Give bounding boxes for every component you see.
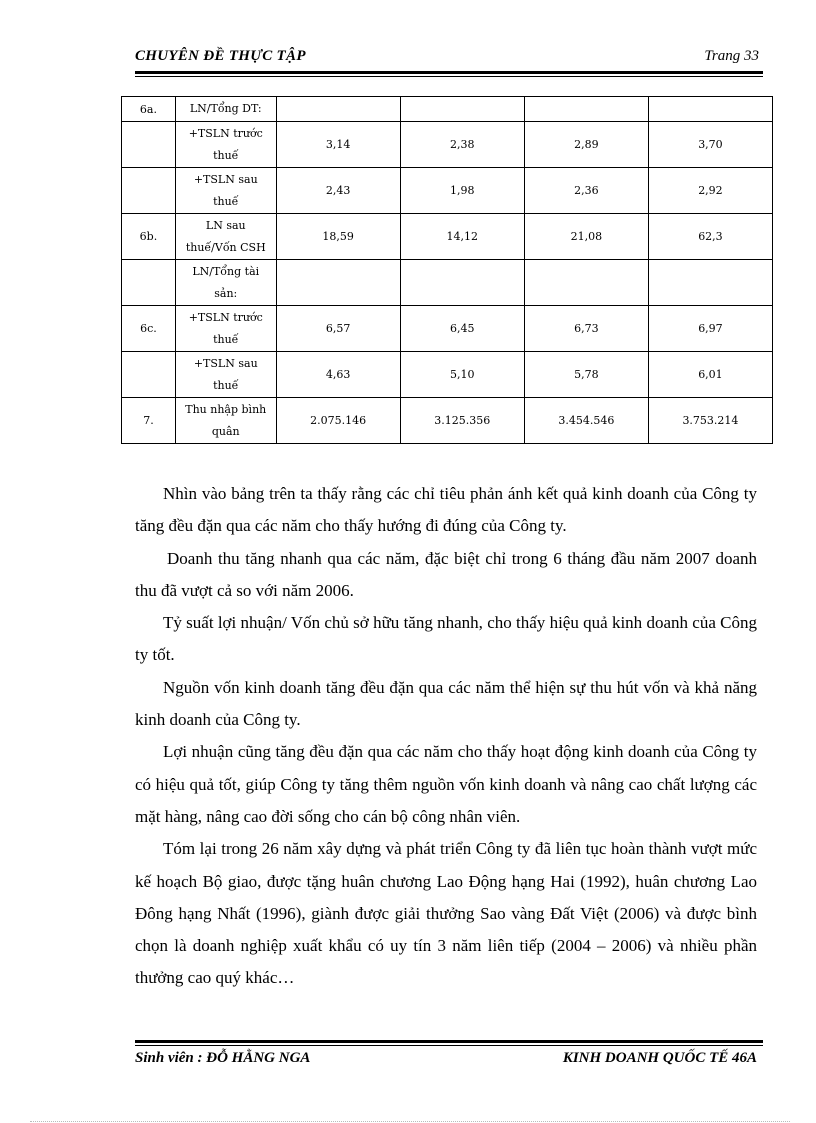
table-row (122, 306, 773, 352)
table-cell: 2,43 (276, 168, 400, 214)
table-cell: 21,08 (524, 214, 648, 260)
table-cell: 6,73 (524, 306, 648, 352)
footer-rule-thin (135, 1045, 763, 1046)
paragraph: Tóm lại trong 26 năm xây dựng và phát triển Công ty đã liên tục hoàn thành vượt mức kế hoạch Bộ giao, được tặng huân chương Lao Động hạng Hai (1992), huân chương Lao Đông hạng Nhất (1996), giành được giải thưởng Sao vàng Đất Việt (2006) và được bình chọn là doanh nghiệp xuất khẩu có uy tín 3 năm liên tiếp (2004 – 2006) và nhiều phần thưởng cao quý khác… (135, 839, 757, 988)
table-cell (276, 260, 400, 306)
table-cell: 6,57 (276, 306, 400, 352)
table-row (122, 168, 773, 214)
table-cell: 1,98 (400, 168, 524, 214)
table-cell (400, 260, 524, 306)
table-cell: 6,45 (400, 306, 524, 352)
table-cell: 2,36 (524, 168, 648, 214)
row-label: +TSLN trước thuế (175, 306, 276, 352)
table-row (122, 97, 773, 122)
footer-student: Sinh viên : ĐỖ HẰNG NGA (135, 1050, 311, 1066)
table-cell: 5,78 (524, 352, 648, 398)
page-number: Trang 33 (704, 48, 759, 64)
financial-indicators-table (121, 96, 773, 444)
table-cell: 2,92 (648, 168, 772, 214)
table-cell (648, 260, 772, 306)
footer-class: KINH DOANH QUỐC TẾ 46A (562, 1050, 757, 1066)
table-row (122, 214, 773, 260)
paragraph: Doanh thu tăng nhanh qua các năm, đặc biệt chỉ trong 6 tháng đầu năm 2007 doanh thu đã vượt cả so với năm 2006. (135, 548, 757, 600)
table-cell (400, 97, 524, 122)
row-label: +TSLN sau thuế (175, 168, 276, 214)
row-number (122, 168, 176, 214)
row-label: Thu nhập bình quân (175, 398, 276, 444)
table-cell: 3.454.546 (524, 398, 648, 444)
row-number: 6b. (122, 214, 176, 260)
paragraph: Nhìn vào bảng trên ta thấy rằng các chỉ tiêu phản ánh kết quả kinh doanh của Công ty tăng đều đặn qua các năm cho thấy hướng đi đúng của Công ty. (135, 484, 757, 536)
page-edge-divider (30, 1121, 790, 1122)
row-label: +TSLN sau thuế (175, 352, 276, 398)
table-cell: 2.075.146 (276, 398, 400, 444)
table-cell: 3.753.214 (648, 398, 772, 444)
table-row (122, 352, 773, 398)
table-cell (648, 97, 772, 122)
paragraph: Tỷ suất lợi nhuận/ Vốn chủ sở hữu tăng nhanh, cho thấy hiệu quả kinh doanh của Công ty tốt. (135, 613, 757, 665)
header-rule-thin (135, 76, 763, 77)
table-cell: 62,3 (648, 214, 772, 260)
table-cell (524, 97, 648, 122)
body-text (135, 478, 757, 995)
table-cell: 3.125.356 (400, 398, 524, 444)
row-number: 6a. (122, 97, 176, 122)
table-cell: 4,63 (276, 352, 400, 398)
paragraph: Nguồn vốn kinh doanh tăng đều đặn qua các năm thể hiện sự thu hút vốn và khả năng kinh doanh của Công ty. (135, 677, 757, 730)
table-cell (276, 97, 400, 122)
paragraph: Lợi nhuận cũng tăng đều đặn qua các năm cho thấy hoạt động kinh doanh của Công ty có hiệu quả tốt, giúp Công ty tăng thêm nguồn vốn kinh doanh và nâng cao chất lượng các mặt hàng, nâng cao đời sống cho cán bộ công nhân viên. (135, 742, 757, 826)
row-number: 6c. (122, 306, 176, 352)
table-cell: 5,10 (400, 352, 524, 398)
table-cell: 3,70 (648, 122, 772, 168)
row-label: LN sau thuế/Vốn CSH (175, 214, 276, 260)
header-rule-thick (135, 71, 763, 74)
table-cell: 2,89 (524, 122, 648, 168)
page-header (135, 48, 763, 70)
table-cell: 18,59 (276, 214, 400, 260)
table-cell: 3,14 (276, 122, 400, 168)
table-row (122, 398, 773, 444)
table-cell: 6,01 (648, 352, 772, 398)
row-number (122, 122, 176, 168)
row-number (122, 352, 176, 398)
footer-rule-thick (135, 1040, 763, 1043)
table-cell (524, 260, 648, 306)
row-label: LN/Tổng DT: (175, 97, 276, 122)
row-label: LN/Tổng tài sản: (175, 260, 276, 306)
page-footer (135, 1050, 757, 1072)
row-number (122, 260, 176, 306)
table-row (122, 122, 773, 168)
table-cell: 2,38 (400, 122, 524, 168)
table-cell: 14,12 (400, 214, 524, 260)
table-row (122, 260, 773, 306)
header-title: CHUYÊN ĐỀ THỰC TẬP (135, 48, 306, 64)
table-cell: 6,97 (648, 306, 772, 352)
row-label: +TSLN trước thuế (175, 122, 276, 168)
row-number: 7. (122, 398, 176, 444)
